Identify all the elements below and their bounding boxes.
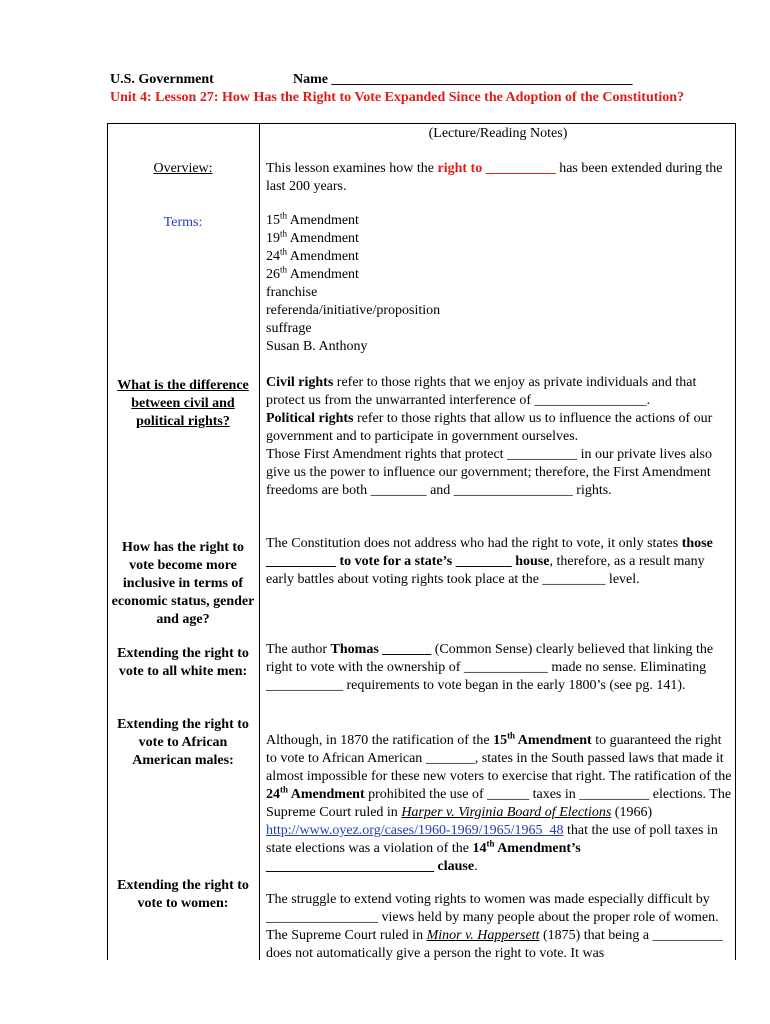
name-field: Name ___________________________________________ <box>293 72 633 87</box>
terms-label: Terms: <box>163 215 203 230</box>
african-american-notes: Although, in 1870 the ratification of the 15th Amendment to guaranteed the right to vote to African American _______, states in the South passed laws that made it almost impossible for these new voters to exercise that right. The ratification of the 24th Amendment prohibited the use of ______ taxes in __________ elections. The Supreme Court ruled in Harper v. Virginia Board of Elections (1966) http://www.oyez.org/cases/1960-1969/1965/1965_48 that the use of poll taxes in state elections was a violation of the 14th Amendment’s ________________________ clause. <box>266 730 732 874</box>
subject-title: U.S. Government <box>110 72 214 87</box>
notes-type-label: (Lecture/Reading Notes) <box>428 126 568 141</box>
civil-political-notes: Civil rights refer to those rights that we enjoy as private individuals and that protect us from the unwarranted interference of ________________. Political rights refer to those rights that allow us to influence the actions of our government and to participate in government ourselves. Those First Amendment rights that protect __________ in our private lives also give us the power to influence our government; therefore, the First Amendment freedoms are both ________ and _________________ rights. <box>266 375 713 498</box>
term-item: referenda/initiative/proposition <box>266 303 441 318</box>
term-item: suffrage <box>266 321 312 336</box>
column-divider <box>259 123 260 960</box>
overview-text: This lesson examines how the right to __________ has been extended during the last 200 years. <box>266 161 723 194</box>
civil-political-question: What is the difference between civil and political rights? <box>117 378 249 429</box>
white-men-question: Extending the right to vote to all white men: <box>117 646 249 679</box>
overview-label: Overview: <box>153 161 213 176</box>
term-item: franchise <box>266 285 318 300</box>
harper-case-link[interactable]: Harper v. Virginia Board of Elections <box>401 805 612 820</box>
white-men-notes: The author Thomas _______ (Common Sense) clearly believed that linking the right to vote with the ownership of ____________ made no sense. Eliminating ___________ requirements to vote began in the early 1800’s (see pg. 141). <box>266 642 714 693</box>
document-header <box>110 71 750 107</box>
inclusive-notes: The Constitution does not address who had the right to vote, it only states those __________ to vote for a state’s ________ house, therefore, as a result many early battles about voting rights took place at the _________ level. <box>266 536 713 587</box>
minor-case-link[interactable]: Minor v. Happersett <box>426 928 540 943</box>
term-item: 19th Amendment <box>266 228 359 246</box>
women-question: Extending the right to vote to women: <box>117 878 249 911</box>
terms-list <box>266 212 732 356</box>
term-item: 24th Amendment <box>266 246 359 264</box>
african-american-question: Extending the right to vote to African American males: <box>117 717 249 768</box>
lesson-title: Unit 4: Lesson 27: How Has the Right to Vote Expanded Since the Adoption of the Constitution? <box>110 90 685 105</box>
inclusive-question: How has the right to vote become more inclusive in terms of economic status, gender and age? <box>111 540 255 627</box>
oyez-link[interactable]: http://www.oyez.org/cases/1960-1969/1965/1965_48 <box>266 823 564 838</box>
term-item: 15th Amendment <box>266 210 359 228</box>
term-item: Susan B. Anthony <box>266 339 368 354</box>
term-item: 26th Amendment <box>266 264 359 282</box>
women-notes: The struggle to extend voting rights to women was made especially difficult by ________________ views held by many people about the proper role of women. The Supreme Court ruled in Minor v. Happersett (1875) that being a __________ does not automatically give a person the right to vote. It was <box>266 892 723 961</box>
